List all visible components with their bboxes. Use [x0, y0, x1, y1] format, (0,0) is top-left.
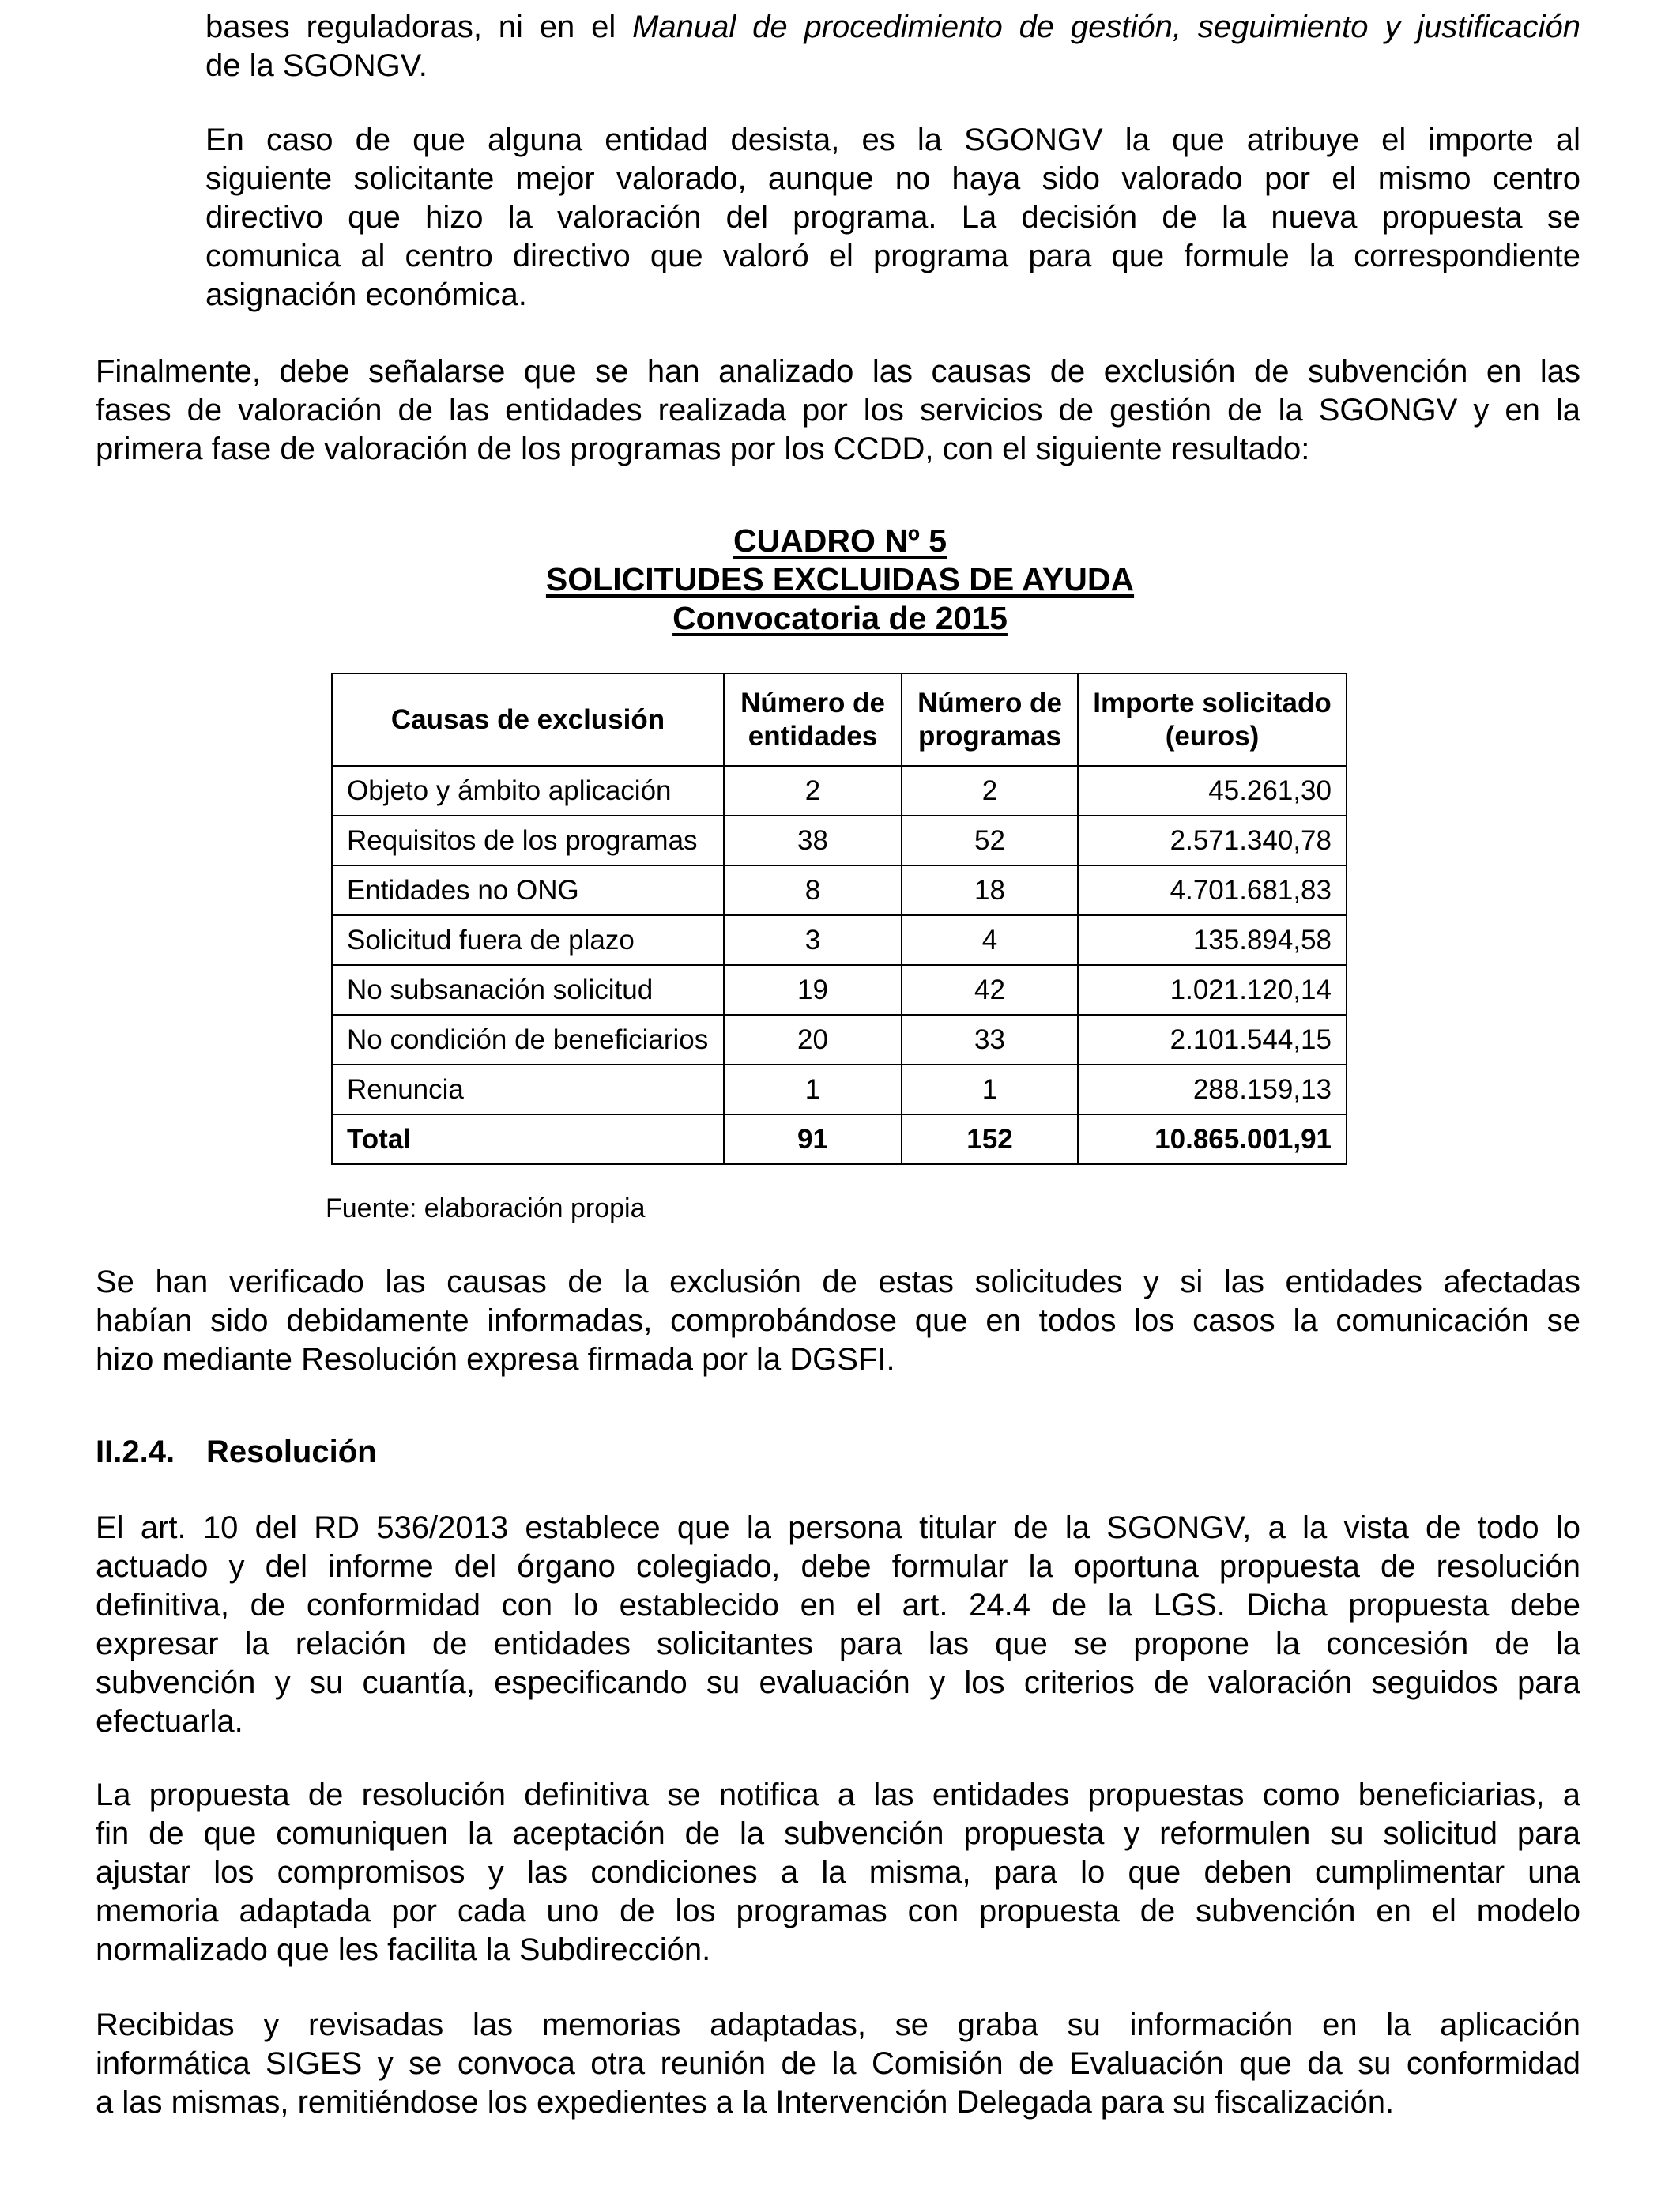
paragraph-line: normalizado que les facilita la Subdirección. — [96, 1932, 711, 1967]
section-number: II.2.4. — [96, 1434, 175, 1469]
cell-programs: 4 — [902, 915, 1078, 965]
cell-entities: 20 — [724, 1015, 902, 1065]
header-text: (euros) — [1165, 720, 1260, 752]
paragraph-desistance — [205, 121, 1580, 315]
header-text: Número de — [740, 687, 885, 718]
paragraph-verification — [96, 1263, 1580, 1379]
cell-amount: 135.894,58 — [1078, 915, 1347, 965]
cell-cause: Entidades no ONG — [332, 865, 724, 915]
paragraph-line: En caso de que alguna entidad desista, es la SGONGV la que atribuye el importe al — [205, 123, 1580, 157]
table-row — [332, 865, 1347, 915]
paragraph-line: actuado y del informe del órgano colegiado, debe formular la oportuna propuesta de resolución — [96, 1549, 1580, 1584]
caption-text: SOLICITUDES EXCLUIDAS DE AYUDA — [545, 561, 1135, 598]
paragraph-line: a las mismas, remitiéndose los expedientes a la Intervención Delegada para su fiscalización. — [96, 2085, 1395, 2120]
cell-total-programs: 152 — [902, 1114, 1078, 1164]
paragraph-exclusion-intro — [96, 352, 1580, 469]
paragraph-line: hizo mediante Resolución expresa firmada por la DGSFI. — [96, 1342, 895, 1377]
section-heading — [96, 1433, 377, 1472]
section-title: Resolución — [206, 1434, 377, 1469]
paragraph-line: siguiente solicitante mejor valorado, aunque no haya sido valorado por el mismo centro — [205, 161, 1580, 196]
paragraph-line: informática SIGES y se convoca otra reunión de la Comisión de Evaluación que da su conformidad — [96, 2046, 1580, 2081]
cell-total-label: Total — [332, 1114, 724, 1164]
paragraph-line: La propuesta de resolución definitiva se notifica a las entidades propuestas como beneficiarias, a — [96, 1777, 1580, 1812]
paragraph-line: ajustar los compromisos y las condiciones a la misma, para lo que deben cumplimentar una — [96, 1855, 1580, 1890]
cell-amount: 288.159,13 — [1078, 1065, 1347, 1114]
paragraph-line: fin de que comuniquen la aceptación de la subvención propuesta y reformulen su solicitud para — [96, 1816, 1580, 1851]
cell-cause: Requisitos de los programas — [332, 816, 724, 865]
table-header-row — [332, 673, 1347, 766]
paragraph-line: de la SGONGV. — [205, 48, 428, 83]
cell-programs: 1 — [902, 1065, 1078, 1114]
cell-amount: 45.261,30 — [1078, 766, 1347, 816]
paragraph-memories-review — [96, 2006, 1580, 2122]
header-text: Importe solicitado — [1093, 687, 1332, 718]
table-caption-subtitle — [0, 599, 1680, 637]
caption-text: CUADRO Nº 5 — [733, 522, 947, 559]
paragraph-line: primera fase de valoración de los programas por los CCDD, con el siguiente resultado: — [96, 432, 1310, 466]
paragraph-resolution-article — [96, 1509, 1580, 1741]
cell-cause: Objeto y ámbito aplicación — [332, 766, 724, 816]
table-caption-title — [0, 560, 1680, 598]
table-row — [332, 915, 1347, 965]
text-run: bases reguladoras, ni en el — [205, 9, 633, 44]
table-row — [332, 766, 1347, 816]
paragraph-resolution-notice — [96, 1776, 1580, 1970]
cell-amount: 2.571.340,78 — [1078, 816, 1347, 865]
table-row — [332, 1065, 1347, 1114]
cell-programs: 33 — [902, 1015, 1078, 1065]
cell-entities: 38 — [724, 816, 902, 865]
paragraph-line: Finalmente, debe señalarse que se han analizado las causas de exclusión de subvención en las — [96, 354, 1580, 389]
cell-entities: 19 — [724, 965, 902, 1015]
paragraph-line: asignación económica. — [205, 277, 527, 312]
cell-cause: Renuncia — [332, 1065, 724, 1114]
table-total-row — [332, 1114, 1347, 1164]
cell-total-amount: 10.865.001,91 — [1078, 1114, 1347, 1164]
paragraph-line: expresar la relación de entidades solicitantes para las que se propone la concesión de la — [96, 1627, 1580, 1661]
table-row — [332, 1015, 1347, 1065]
header-text: entidades — [748, 720, 878, 752]
paragraph-line: memoria adaptada por cada uno de los programas con propuesta de subvención en el modelo — [96, 1894, 1580, 1928]
paragraph-line — [205, 8, 1580, 47]
cell-amount: 4.701.681,83 — [1078, 865, 1347, 915]
excluded-requests-table — [331, 673, 1347, 1165]
manual-title: Manual de procedimiento de gestión, seguimiento y justificación — [632, 9, 1580, 44]
table-source-note: Fuente: elaboración propia — [326, 1193, 646, 1223]
cell-cause: Solicitud fuera de plazo — [332, 915, 724, 965]
caption-text: Convocatoria de 2015 — [672, 600, 1008, 636]
paragraph-line: subvención y su cuantía, especificando su evaluación y los criterios de valoración seguidos para — [96, 1665, 1580, 1700]
cell-amount: 1.021.120,14 — [1078, 965, 1347, 1015]
header-entities — [724, 673, 902, 766]
header-text: programas — [918, 720, 1061, 752]
paragraph-line: comunica al centro directivo que valoró el programa para que formule la correspondiente — [205, 239, 1580, 273]
paragraph-line: Se han verificado las causas de la exclusión de estas solicitudes y si las entidades afectadas — [96, 1265, 1580, 1299]
header-cause: Causas de exclusión — [332, 673, 724, 766]
cell-entities: 1 — [724, 1065, 902, 1114]
cell-programs: 42 — [902, 965, 1078, 1015]
header-text: Número de — [917, 687, 1062, 718]
cell-cause: No condición de beneficiarios — [332, 1015, 724, 1065]
header-amount — [1078, 673, 1347, 766]
table-row — [332, 816, 1347, 865]
table-row — [332, 965, 1347, 1015]
paragraph-continuation — [205, 8, 1580, 85]
cell-entities: 2 — [724, 766, 902, 816]
cell-programs: 18 — [902, 865, 1078, 915]
cell-amount: 2.101.544,15 — [1078, 1015, 1347, 1065]
paragraph-line: fases de valoración de las entidades realizada por los servicios de gestión de la SGONGV y en la — [96, 393, 1580, 428]
header-programs — [902, 673, 1078, 766]
cell-cause: No subsanación solicitud — [332, 965, 724, 1015]
paragraph-line: efectuarla. — [96, 1704, 243, 1739]
paragraph-line: El art. 10 del RD 536/2013 establece que la persona titular de la SGONGV, a la vista de todo lo — [96, 1510, 1580, 1545]
cell-programs: 2 — [902, 766, 1078, 816]
paragraph-line: Recibidas y revisadas las memorias adaptadas, se graba su información en la aplicación — [96, 2007, 1580, 2042]
cell-entities: 8 — [724, 865, 902, 915]
paragraph-line: directivo que hizo la valoración del programa. La decisión de la nueva propuesta se — [205, 200, 1580, 235]
cell-total-entities: 91 — [724, 1114, 902, 1164]
cell-entities: 3 — [724, 915, 902, 965]
paragraph-line: definitiva, de conformidad con lo establecido en el art. 24.4 de la LGS. Dicha propuesta debe — [96, 1588, 1580, 1623]
table-caption-number — [0, 522, 1680, 560]
paragraph-line: habían sido debidamente informadas, comprobándose que en todos los casos la comunicación se — [96, 1303, 1580, 1338]
cell-programs: 52 — [902, 816, 1078, 865]
